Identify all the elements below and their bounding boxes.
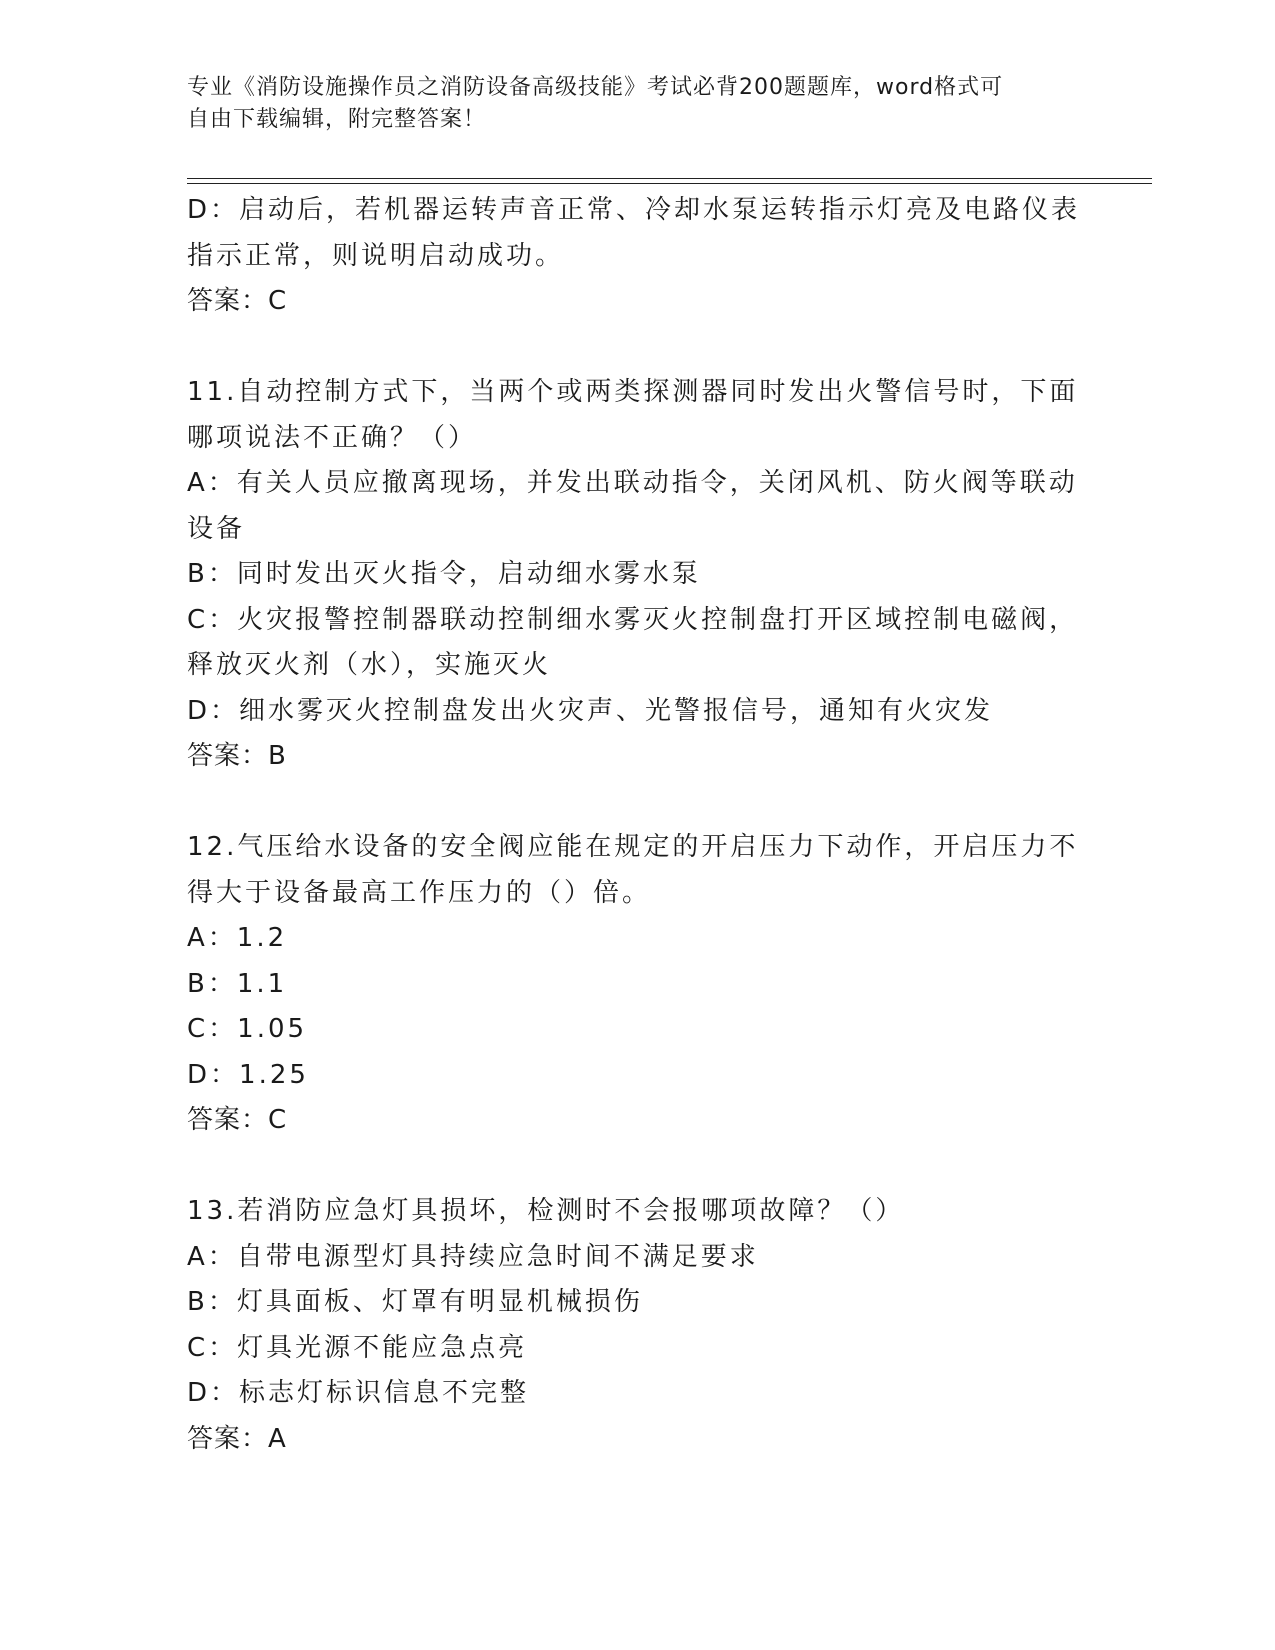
question-block — [187, 1189, 1087, 1462]
document-header — [187, 72, 1067, 136]
option-c: C：灯具光源不能应急点亮 — [187, 1332, 528, 1363]
question-line: 指示正常，则说明启动成功。 — [187, 240, 565, 271]
option-a: A：1.2 — [187, 923, 288, 953]
question-line: D：启动后，若机器运转声音正常、冷却水泵运转指示灯亮及电路仪表 — [187, 195, 1081, 225]
header-line-2: 自由下载编辑，附完整答案！ — [187, 107, 487, 132]
spacer — [187, 1144, 1087, 1190]
question-block — [187, 370, 1087, 780]
spacer — [187, 780, 1087, 826]
option-b: B：灯具面板、灯罩有明显机械损伤 — [187, 1287, 643, 1317]
question-stem: 11.自动控制方式下，当两个或两类探测器同时发出火警信号时，下面 — [187, 377, 1079, 407]
option-a: A：自带电源型灯具持续应急时间不满足要求 — [187, 1241, 759, 1272]
question-stem: 12.气压给水设备的安全阀应能在规定的开启压力下动作，开启压力不 — [187, 832, 1079, 862]
header-rule-bottom — [187, 183, 1152, 184]
option-d: D：标志灯标识信息不完整 — [187, 1378, 530, 1408]
header-line-1: 专业《消防设施操作员之消防设备高级技能》考试必背200题题库，word格式可 — [187, 75, 1004, 100]
option-b: B：同时发出灭火指令，启动细水雾水泵 — [187, 559, 701, 589]
spacer — [187, 325, 1087, 371]
answer-line: 答案：A — [187, 1423, 287, 1454]
answer-line: 答案：C — [187, 1105, 288, 1135]
option-b: B：1.1 — [187, 968, 288, 999]
option-d: D：细水雾灭火控制盘发出火灾声、光警报信号，通知有火灾发 — [187, 695, 994, 726]
option-c: 释放灭火剂（水），实施灭火 — [187, 650, 552, 680]
question-block — [187, 188, 1087, 325]
header-rule-top — [187, 178, 1152, 179]
answer-line: 答案：B — [187, 741, 287, 771]
question-stem: 得大于设备最高工作压力的（）倍。 — [187, 877, 652, 908]
option-c: C：1.05 — [187, 1014, 308, 1044]
answer-line: 答案：C — [187, 286, 288, 316]
question-list — [187, 188, 1087, 1462]
question-stem: 哪项说法不正确？（） — [187, 422, 478, 453]
option-c: C：火灾报警控制器联动控制细水雾灭火控制盘打开区域控制电磁阀， — [187, 604, 1079, 635]
option-d: D：1.25 — [187, 1059, 309, 1090]
question-stem: 13.若消防应急灯具损坏，检测时不会报哪项故障？（） — [187, 1196, 905, 1226]
option-a: 设备 — [187, 513, 246, 544]
question-block — [187, 825, 1087, 1144]
option-a: A：有关人员应撤离现场，并发出联动指令，关闭风机、防火阀等联动 — [187, 468, 1078, 498]
